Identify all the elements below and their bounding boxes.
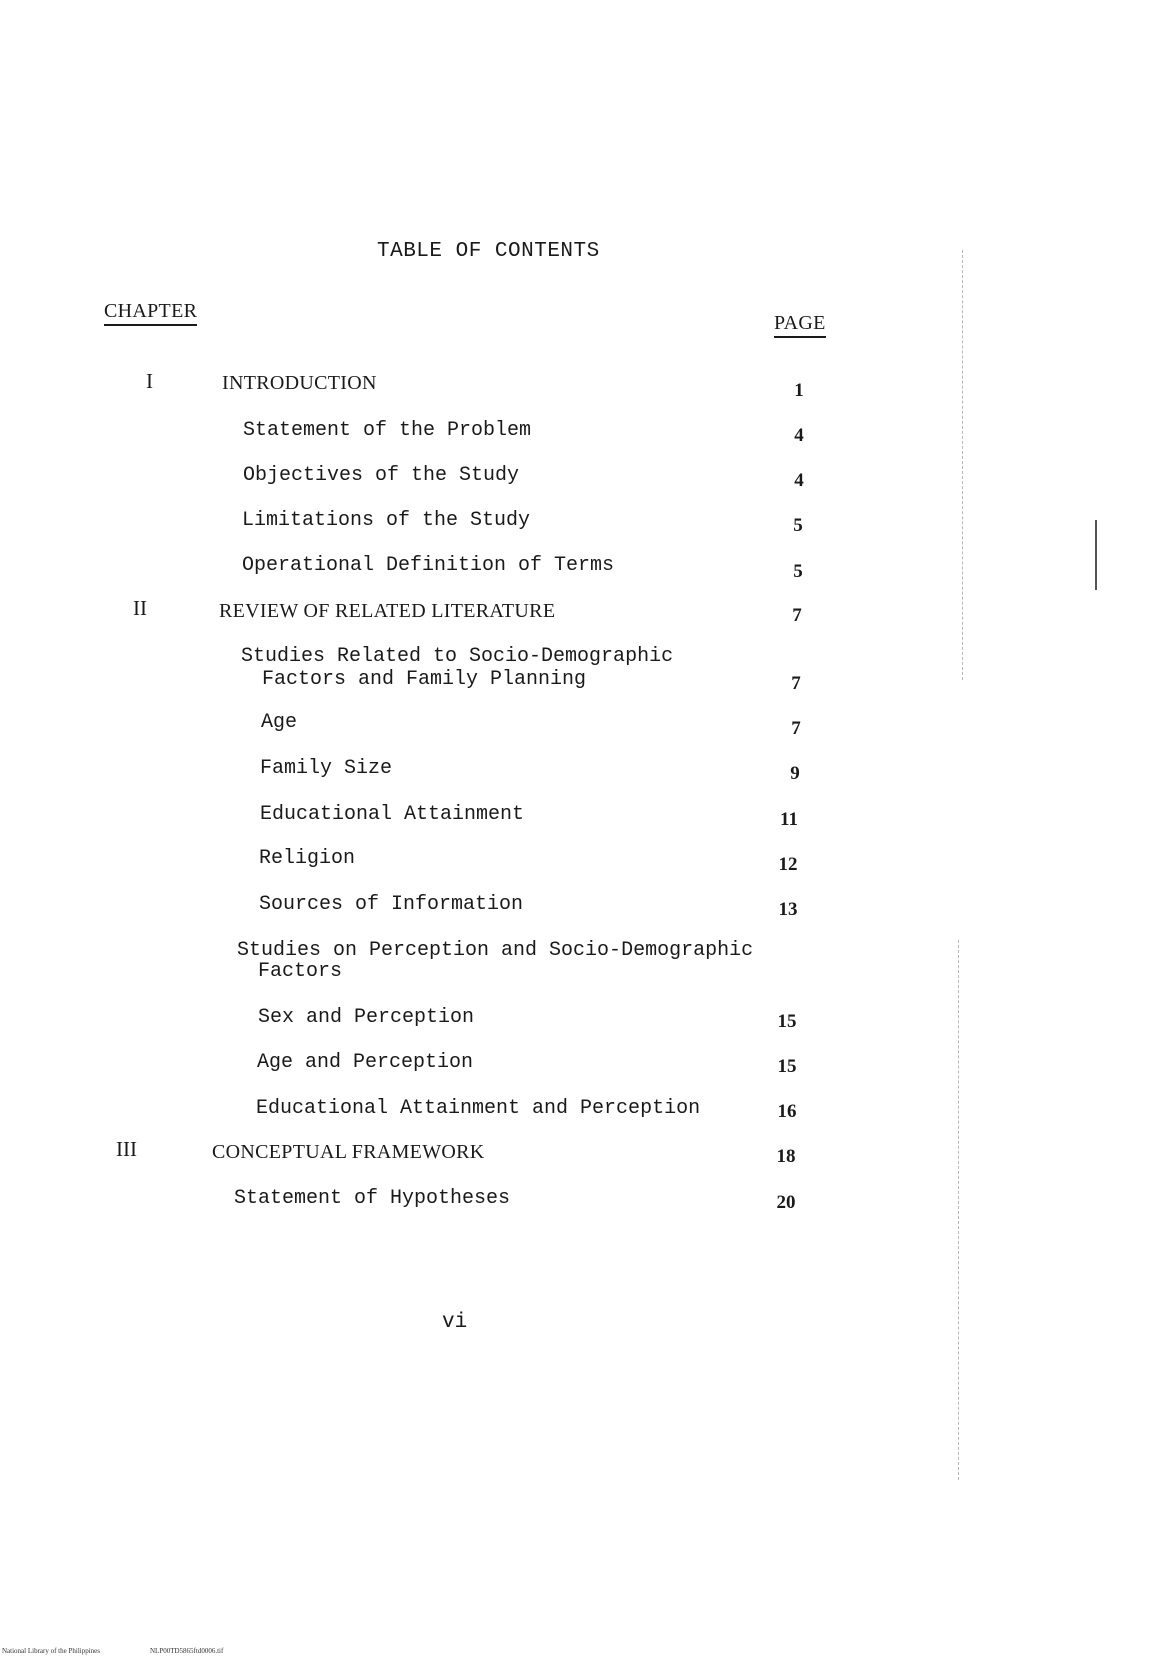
chapter-page: 1 — [794, 380, 804, 401]
scan-edge-line — [958, 940, 959, 1480]
chapter-title: REVIEW OF RELATED LITERATURE — [219, 600, 556, 622]
page-number: vi — [442, 1311, 468, 1334]
toc-entry: Educational Attainment — [260, 803, 525, 826]
toc-entry: Sex and Perception — [258, 1006, 475, 1029]
toc-entry: Statement of Hypotheses — [234, 1187, 511, 1210]
toc-entry-page: 20 — [776, 1192, 796, 1213]
scan-edge-line — [962, 250, 963, 680]
toc-entry-page: 4 — [794, 470, 804, 491]
chapter-numeral: I — [146, 369, 153, 393]
toc-entry-page: 5 — [793, 515, 803, 536]
toc-entry-page: 15 — [777, 1011, 797, 1032]
toc-entry-continuation: Factors — [258, 960, 343, 983]
toc-entry: Operational Definition of Terms — [242, 554, 615, 577]
chapter-numeral: II — [133, 596, 147, 620]
toc-entry-page: 7 — [791, 718, 801, 739]
toc-entry-page: 4 — [794, 425, 804, 446]
toc-entry: Age and Perception — [257, 1051, 474, 1074]
footer-filename: NLP00TD5865ftd0006.tif — [150, 1647, 224, 1655]
toc-entry: Studies on Perception and Socio-Demographic — [237, 939, 754, 962]
footer-source: National Library of the Philippines — [2, 1647, 100, 1655]
toc-entry: Religion — [259, 847, 356, 870]
toc-entry-page: 16 — [777, 1101, 797, 1122]
chapter-title: INTRODUCTION — [222, 372, 377, 394]
chapter-page: 18 — [776, 1146, 796, 1167]
toc-entry: Statement of the Problem — [243, 419, 532, 442]
scan-edge-mark — [1095, 520, 1097, 590]
toc-entry: Studies Related to Socio-Demographic — [241, 645, 674, 668]
toc-entry: Age — [261, 711, 298, 734]
toc-entry-page: 7 — [791, 673, 801, 694]
toc-entry: Educational Attainment and Perception — [256, 1097, 701, 1120]
chapter-title: CONCEPTUAL FRAMEWORK — [212, 1141, 485, 1163]
toc-entry: Sources of Information — [259, 893, 524, 916]
toc-entry: Family Size — [260, 757, 393, 780]
chapter-page: 7 — [792, 605, 802, 626]
toc-entry-page: 15 — [777, 1056, 797, 1077]
toc-entry-page: 12 — [778, 854, 798, 875]
chapter-column-header: CHAPTER — [104, 300, 197, 326]
page-title: TABLE OF CONTENTS — [377, 240, 600, 263]
toc-entry-page: 13 — [778, 899, 798, 920]
toc-entry-continuation: Factors and Family Planning — [262, 668, 587, 691]
chapter-numeral: III — [116, 1137, 137, 1161]
page-column-header: PAGE — [774, 312, 826, 338]
toc-entry-page: 5 — [793, 561, 803, 582]
toc-entry: Limitations of the Study — [242, 509, 531, 532]
toc-entry-page: 11 — [780, 809, 798, 830]
toc-entry: Objectives of the Study — [243, 464, 520, 487]
toc-entry-page: 9 — [790, 763, 800, 784]
